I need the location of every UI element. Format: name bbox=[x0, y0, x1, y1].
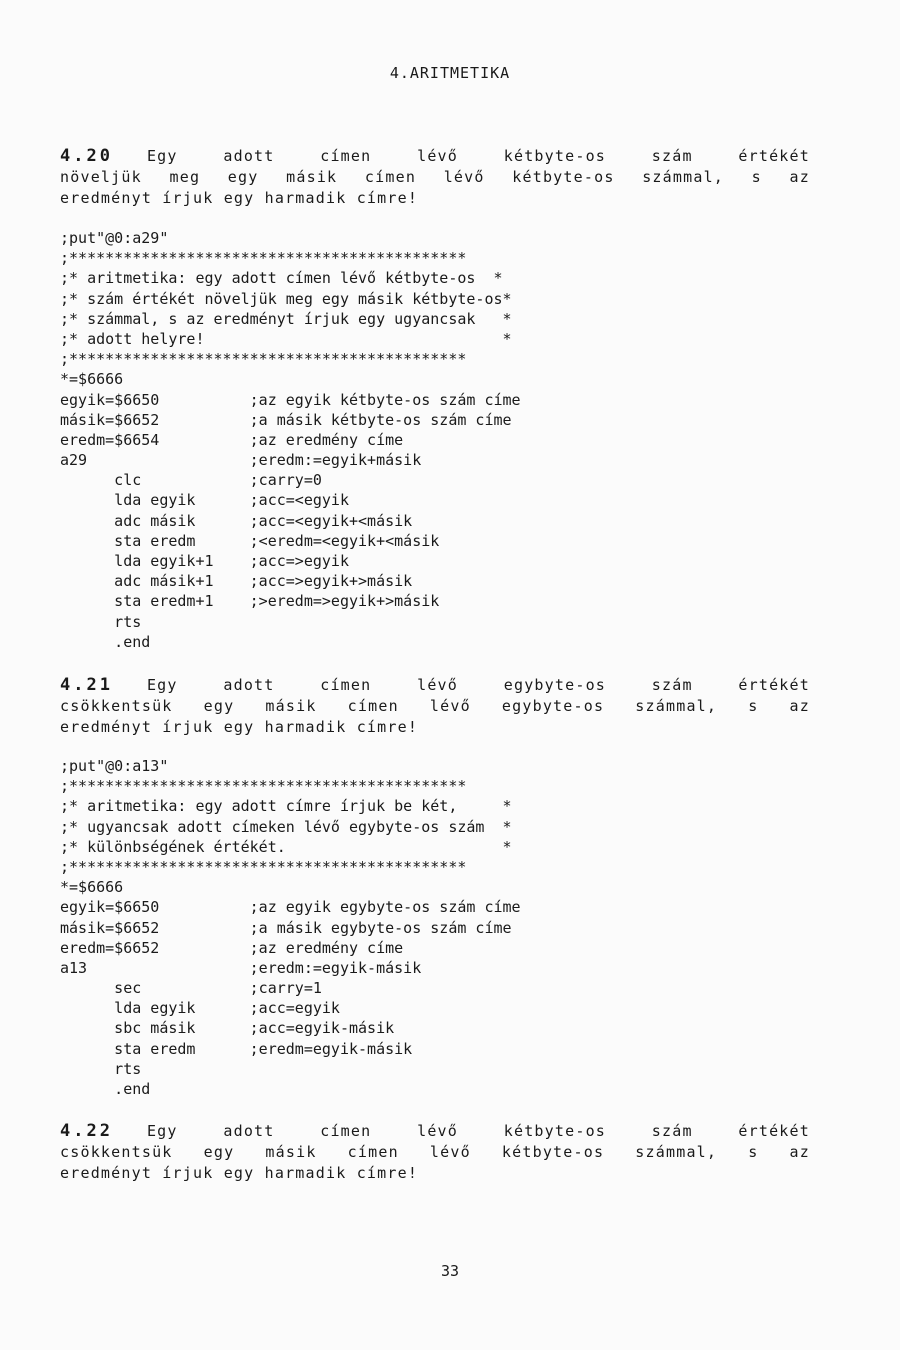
code-line: ;******************************************** bbox=[60, 350, 467, 369]
code-line: egyik=$6650 ;az egyik egybyte-os szám címe bbox=[60, 898, 521, 917]
code-listing-a29 bbox=[60, 228, 700, 652]
section-number: 4.21 bbox=[60, 675, 113, 695]
code-line: .end bbox=[60, 1080, 151, 1098]
code-line: *=$6666 bbox=[60, 370, 124, 389]
code-line: lda egyik+1 ;acc=>egyik bbox=[60, 552, 349, 570]
code-line: sta eredm ;eredm=egyik-másik bbox=[60, 1039, 413, 1058]
page-number: 33 bbox=[440, 1262, 460, 1280]
code-line: ;* ugyancsak adott címeken lévő egybyte-os szám * bbox=[60, 817, 512, 836]
code-line: másik=$6652 ;a másik egybyte-os szám címe bbox=[60, 918, 512, 937]
code-line: rts bbox=[60, 612, 142, 631]
code-line: ;******************************************** bbox=[60, 857, 467, 876]
code-line: sta eredm+1 ;>eredm=>egyik+>másik bbox=[60, 592, 440, 611]
code-line: ;put"@0:a29" bbox=[60, 229, 169, 247]
code-line: clc ;carry=0 bbox=[60, 471, 322, 490]
code-line: eredm=$6652 ;az eredmény címe bbox=[60, 938, 404, 957]
section-text-line: növeljük meg egy másik címen lévő kétbyte-os számmal, s az bbox=[60, 168, 810, 186]
code-line: .end bbox=[60, 632, 151, 651]
code-line: adc másik ;acc=<egyik+<másik bbox=[60, 511, 413, 530]
section-number: 4.20 bbox=[60, 146, 113, 166]
section-4-20 bbox=[60, 146, 810, 209]
section-text-line: eredményt írjuk egy harmadik címre! bbox=[60, 718, 419, 736]
section-text-line: Egy adott címen lévő kétbyte-os szám értékét bbox=[146, 147, 810, 165]
code-line: *=$6666 bbox=[60, 878, 124, 897]
code-line: eredm=$6654 ;az eredmény címe bbox=[60, 430, 404, 449]
code-line: a13 ;eredm:=egyik-másik bbox=[60, 958, 422, 977]
code-line: ;* különbségének értékét. * bbox=[60, 837, 512, 856]
section-4-22 bbox=[60, 1121, 810, 1184]
code-line: ;******************************************** bbox=[60, 249, 467, 268]
code-line: egyik=$6650 ;az egyik kétbyte-os szám címe bbox=[60, 390, 521, 409]
code-line: rts bbox=[60, 1059, 142, 1078]
code-line: ;* szám értékét növeljük meg egy másik kétbyte-os* bbox=[60, 289, 512, 308]
section-text-line: csökkentsük egy másik címen lévő kétbyte-os számmal, s az bbox=[60, 1143, 810, 1161]
code-line: sta eredm ;<eredm=<egyik+<másik bbox=[60, 531, 440, 550]
code-line: ;* számmal, s az eredményt írjuk egy ugyancsak * bbox=[60, 309, 512, 328]
section-number: 4.22 bbox=[60, 1121, 113, 1141]
code-line: ;* aritmetika: egy adott címen lévő kétbyte-os * bbox=[60, 269, 503, 288]
code-line: másik=$6652 ;a másik kétbyte-os szám címe bbox=[60, 410, 512, 429]
code-line: lda egyik ;acc=egyik bbox=[60, 999, 340, 1018]
chapter-title: 4.ARITMETIKA bbox=[389, 64, 511, 82]
code-listing-a13 bbox=[60, 756, 700, 1099]
section-text-line: eredményt írjuk egy harmadik címre! bbox=[60, 1164, 419, 1182]
code-line: lda egyik ;acc=<egyik bbox=[60, 491, 349, 510]
code-line: adc másik+1 ;acc=>egyik+>másik bbox=[60, 572, 413, 591]
code-line: a29 ;eredm:=egyik+másik bbox=[60, 451, 422, 470]
section-text-line: Egy adott címen lévő egybyte-os szám értékét bbox=[146, 676, 810, 694]
code-line: sbc másik ;acc=egyik-másik bbox=[60, 1019, 395, 1038]
code-line: ;put"@0:a13" bbox=[60, 757, 169, 775]
section-4-21 bbox=[60, 675, 810, 738]
code-line: sec ;carry=1 bbox=[60, 979, 322, 998]
code-line: ;******************************************** bbox=[60, 777, 467, 796]
code-line: ;* adott helyre! * bbox=[60, 329, 512, 348]
section-text-line: eredményt írjuk egy harmadik címre! bbox=[60, 189, 419, 207]
section-text-line: Egy adott címen lévő kétbyte-os szám értékét bbox=[146, 1122, 810, 1140]
code-line: ;* aritmetika: egy adott címre írjuk be két, * bbox=[60, 797, 512, 816]
section-text-line: csökkentsük egy másik címen lévő egybyte-os számmal, s az bbox=[60, 697, 810, 715]
